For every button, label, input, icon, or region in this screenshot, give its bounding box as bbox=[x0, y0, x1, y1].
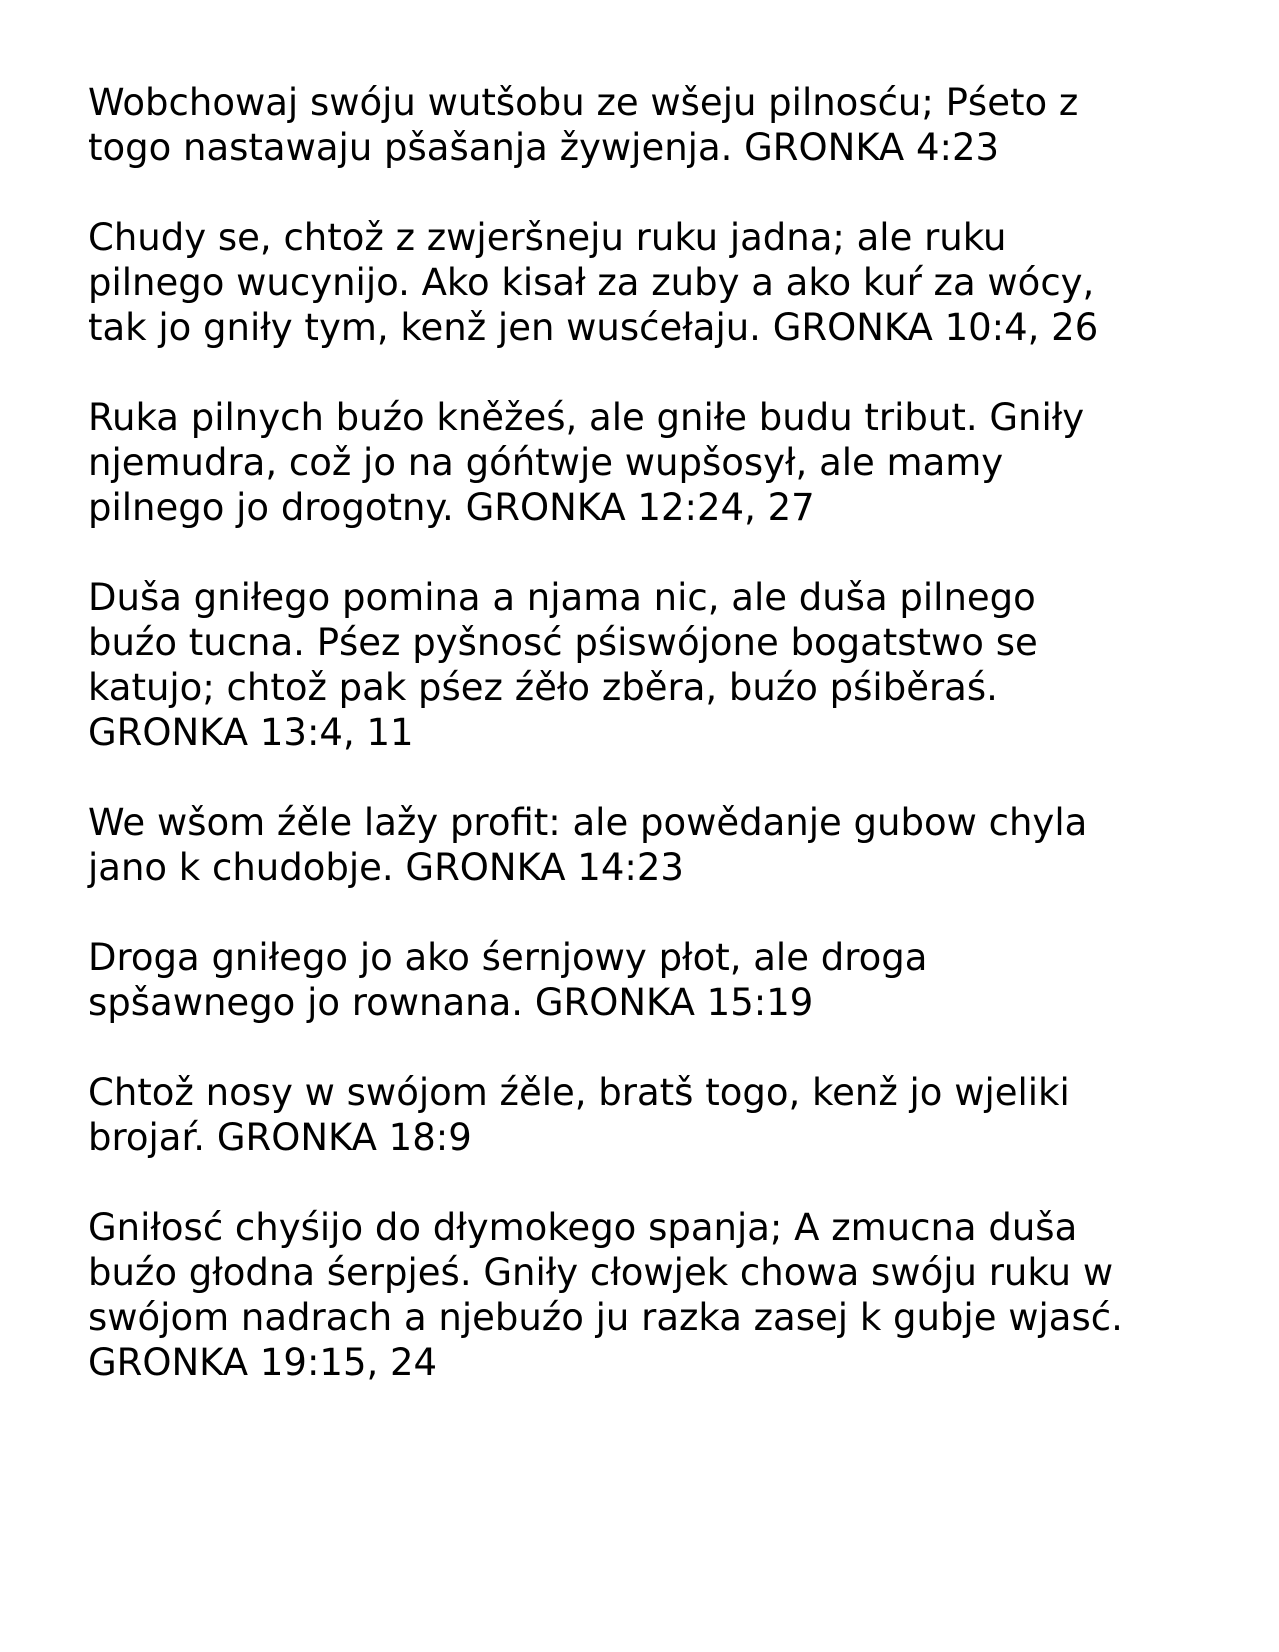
verse-line: Droga gniłego jo ako śernjowy płot, ale droga bbox=[88, 936, 928, 979]
verse-line: buźo tucna. Pśez pyšnosć pśiswójone bogatstwo se bbox=[88, 621, 1038, 664]
verse-line: Gniłosć chyśijo do dłymokego spanja; A zmucna duša bbox=[88, 1206, 1078, 1249]
verse-line: spšawnego jo rownana. GRONKA 15:19 bbox=[88, 981, 814, 1024]
verse-line: brojaŕ. GRONKA 18:9 bbox=[88, 1116, 472, 1159]
verse-line: GRONKA 19:15, 24 bbox=[88, 1341, 438, 1384]
verse-line: jano k chudobje. GRONKA 14:23 bbox=[88, 846, 684, 889]
verse-paragraph bbox=[88, 1070, 1208, 1160]
verse-line: katujo; chtož pak pśez źěło zběra, buźo pśiběraś. bbox=[88, 666, 998, 709]
verse-line: GRONKA 13:4, 11 bbox=[88, 711, 414, 754]
verse-paragraph bbox=[88, 80, 1208, 170]
verse-line: tak jo gniły tym, kenž jen wusćełaju. GRONKA 10:4, 26 bbox=[88, 306, 1099, 349]
verse-line: We wšom źěle lažy profit: ale powědanje gubow chyla bbox=[88, 801, 1088, 844]
verse-line: njemudra, což jo na góńtwje wupšosył, ale mamy bbox=[88, 441, 1004, 484]
verse-paragraph bbox=[88, 800, 1208, 890]
verse-line: Wobchowaj swóju wutšobu ze wšeju pilnosću; Pśeto z bbox=[88, 81, 1079, 124]
verse-line: Duša gniłego pomina a njama nic, ale duša pilnego bbox=[88, 576, 1036, 619]
verse-line: pilnego wucynijo. Ako kisał za zuby a ako kuŕ za wócy, bbox=[88, 261, 1095, 304]
verse-line: Ruka pilnych buźo kněžeś, ale gniłe budu tribut. Gniły bbox=[88, 396, 1085, 439]
verse-paragraph bbox=[88, 215, 1208, 350]
verse-line: buźo głodna śerpjeś. Gniły cłowjek chowa swóju ruku w bbox=[88, 1251, 1114, 1294]
verse-line: Chtož nosy w swójom źěle, bratš togo, kenž jo wjeliki bbox=[88, 1071, 1070, 1114]
verse-line: togo nastawaju pšašanja žywjenja. GRONKA 4:23 bbox=[88, 126, 1000, 169]
verse-line: pilnego jo drogotny. GRONKA 12:24, 27 bbox=[88, 486, 815, 529]
verse-line: swójom nadrach a njebuźo ju razka zasej k gubje wjasć. bbox=[88, 1296, 1123, 1339]
verse-paragraph bbox=[88, 395, 1208, 530]
verse-paragraph bbox=[88, 575, 1208, 755]
verse-paragraph bbox=[88, 1205, 1208, 1385]
verse-line: Chudy se, chtož z zwjeršneju ruku jadna; ale ruku bbox=[88, 216, 1007, 259]
verse-paragraph bbox=[88, 935, 1208, 1025]
document-page bbox=[88, 80, 1208, 1430]
